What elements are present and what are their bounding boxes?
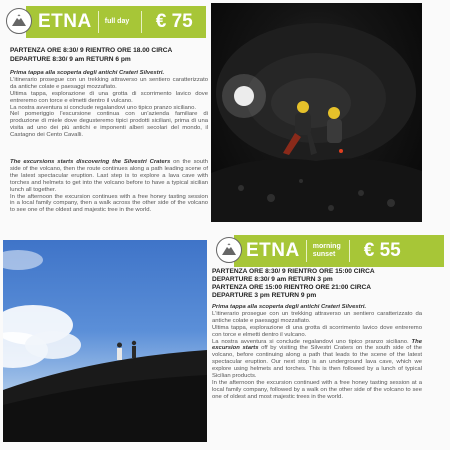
- full-day-title: ETNA: [38, 11, 92, 32]
- full-day-en-body2: In the afternoon the excursion continues with a free honey tasting session in a local family company, then a walk across the other side of the volcano to see one of the oldest and majestic tree in the world.: [10, 193, 208, 214]
- volcano-logo-icon: [6, 8, 32, 34]
- full-day-italian-text: [10, 70, 208, 139]
- full-day-tag: full day: [104, 18, 130, 25]
- morning-it-body3: La nostra avventura si conclude regalandovi uno tipico pranzo siciliano.: [212, 338, 409, 345]
- morning-header: [212, 232, 444, 268]
- full-day-it-body2: Ultima tappa, esplorazione di una grotta di scorrimento lavico dove entreremo con torce e elmetti dentro il vulcano.: [10, 90, 208, 104]
- morning-it-lead: Prima tappa alla scoperta degli antichi Crateri Silvestri.: [212, 304, 367, 310]
- full-day-it-body3: La nostra avventura si conclude regalandovi uno tipico pranzo siciliano.: [10, 104, 196, 111]
- morning-price: € 55: [363, 240, 401, 261]
- morning-departure-it-1: PARTENZA ORE 8:30/ 9 RIENTRO ORE 15:00 CIRCA: [212, 268, 375, 275]
- morning-italian-text: [212, 304, 422, 401]
- full-day-it-body4: Nel pomeriggio l'escursione continua con un'azienda familiare di produzione di miele dove degusteremo tipici prodotti siciliani, prima di una visita ad uno dei più antichi e imponenti alberi secolari del mondo, il Castagno dei Cento Cavalli.: [10, 111, 208, 139]
- full-day-en-body1: on the south side of the volcano, then the route continues along a path leading scene of the latest spectacular eruption. Last step is to explore a lava cave with torches and helmets to get into the volcano before to have a typical sicilian lunch all together.: [10, 159, 209, 193]
- lava-cave-photo: [211, 3, 422, 222]
- volcano-slope-photo: [3, 240, 207, 442]
- full-day-departure-it: PARTENZA ORE 8:30/ 9 RIENTRO ORE 18.00 CIRCA: [10, 47, 173, 54]
- full-day-panel: [2, 4, 210, 230]
- morning-it-body2: Ultima tappa, esplorazione di una grotta di scorrimento lavico dove entreremo con torce e elmetti dentro il vulcano.: [212, 324, 422, 338]
- morning-en-body1: off by visiting the Silvestri Craters on the south side of the volcano, before continuing along a path that leads to the scene of the latest spectacular eruption. Our next stop is an underground lava cave, which we explore using helmets and torches. This is then followed by a lunch of typical Sicilian products.: [212, 345, 422, 380]
- morning-tag: morning sunset: [312, 243, 341, 258]
- morning-sunset-panel: [210, 232, 444, 444]
- morning-title: ETNA: [246, 240, 300, 261]
- morning-en-body2: In the afternoon the excursion continued with a free honey tasting session at a local family company, followed by a walk on the other side of the volcano to see one of oldest and most majestic trees in the world.: [212, 379, 422, 400]
- morning-departure-en-1: DEPARTURE 8:30/ 9 am RETURN 3 pm: [212, 276, 333, 283]
- full-day-it-body1: L'itinerario prosegue con un trekking attraverso un sentiero caratterizzato da antiche colate e paesaggi mozzafiato.: [10, 76, 208, 90]
- morning-title-bar: [234, 235, 444, 267]
- morning-departure-it-2: PARTENZA ORE 15:00 RIENTRO ORE 21:00 CIRCA: [212, 284, 372, 291]
- full-day-header: [2, 4, 206, 39]
- full-day-price: € 75: [155, 11, 193, 32]
- full-day-en-lead: The excursions starts discovering the Silvestri Craters: [10, 159, 171, 165]
- morning-departure-en-2: DEPARTURE 3 pm RETURN 9 pm: [212, 292, 317, 299]
- full-day-title-bar: [26, 6, 206, 38]
- full-day-english-text: [10, 159, 208, 214]
- volcano-logo-icon: [216, 237, 242, 263]
- morning-en-lead: The excursion starts: [212, 338, 422, 352]
- morning-it-body1: L'itinerario prosegue con un trekking attraverso un sentiero caratterizzato da antiche colate e paesaggi mozzafiato.: [212, 310, 422, 324]
- full-day-departure-en: DEPARTURE 8:30/ 9 am RETURN 6 pm: [10, 56, 131, 63]
- full-day-it-lead: Prima tappa alla scoperta degli antichi Crateri Silvestri.: [10, 70, 165, 76]
